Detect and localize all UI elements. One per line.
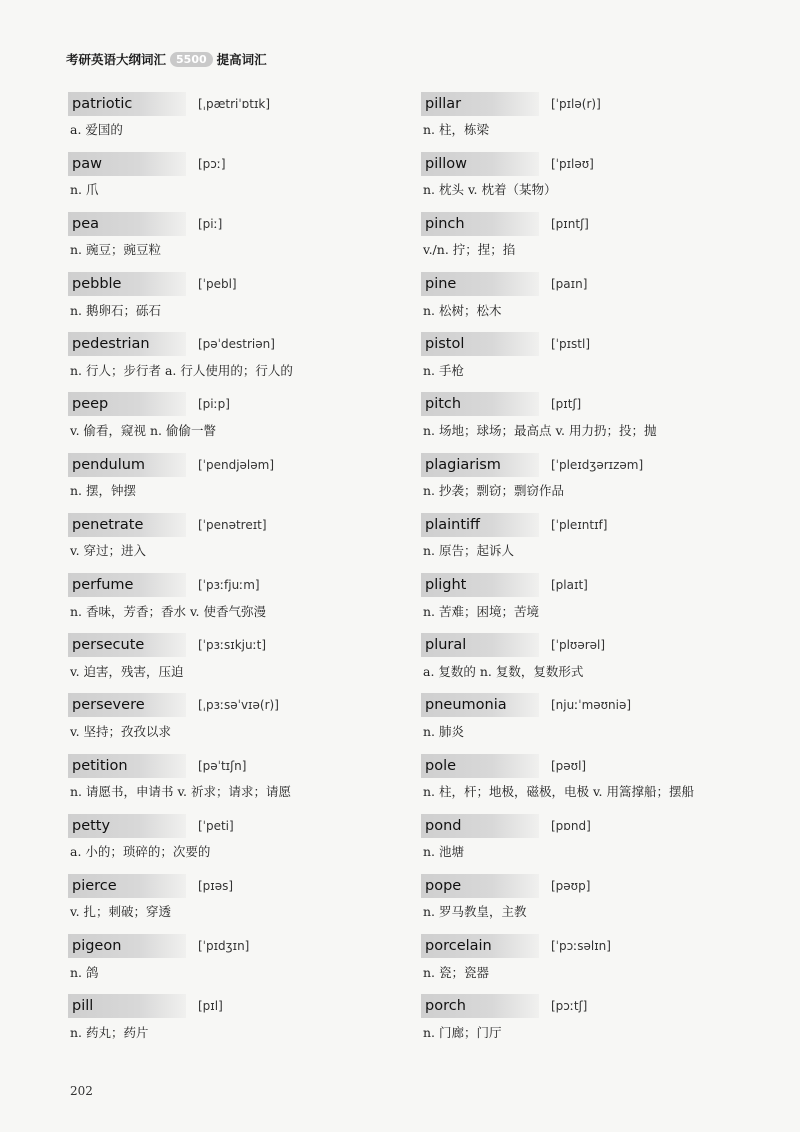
pronunciation: [pəˈtɪʃn] (198, 758, 247, 773)
pronunciation: [pəˈdestriən] (198, 337, 275, 352)
definition: v. 穿过；进入 (70, 543, 147, 559)
vocab-entry (421, 632, 761, 692)
definition: n. 柱，栋梁 (423, 122, 489, 137)
vocab-entry (68, 451, 408, 511)
entry-header (68, 752, 408, 779)
entry-header (421, 752, 761, 779)
headword: persevere (68, 693, 186, 717)
pronunciation: [ˈpɔːsəlɪn] (551, 939, 611, 954)
entry-header (68, 692, 408, 719)
headword: pope (421, 874, 539, 898)
pronunciation: [ˈpenətreɪt] (198, 517, 267, 532)
headword: pierce (68, 874, 186, 898)
entry-header (421, 933, 761, 960)
vocab-entry (421, 511, 761, 571)
definition: n. 摆，钟摆 (70, 483, 136, 499)
pronunciation: [ˈpɜːfjuːm] (198, 578, 260, 592)
left-column (68, 90, 408, 1053)
definition: n. 豌豆；豌豆粒 (70, 242, 161, 258)
pronunciation: [ˌpætriˈɒtɪk] (198, 96, 271, 111)
pronunciation: [ˈpɪstl] (551, 337, 591, 352)
headword: pine (421, 272, 539, 296)
pronunciation: [pɒnd] (551, 818, 591, 833)
entry-header (68, 90, 408, 117)
pronunciation: [ˈpɪləʊ] (551, 156, 594, 171)
definition: v. 坚持；孜孜以求 (70, 723, 172, 739)
entry-header (421, 150, 761, 177)
entry-header (68, 210, 408, 237)
entry-header (421, 632, 761, 659)
vocab-entry (421, 271, 761, 331)
vocab-entry (68, 692, 408, 752)
entry-header (421, 271, 761, 298)
definition: n. 爪 (70, 182, 99, 198)
definition: v. 扎；刺破；穿透 (70, 904, 172, 920)
pronunciation: [pəʊl] (551, 758, 587, 773)
pronunciation: [plaɪt] (551, 578, 588, 592)
vocab-entry (421, 90, 761, 150)
vocab-entry (68, 90, 408, 150)
pronunciation: [ˈpɪdʒɪn] (198, 939, 250, 954)
vocab-entry (421, 331, 761, 391)
headword: plural (421, 633, 539, 657)
entry-header (421, 993, 761, 1020)
pronunciation: [piːp] (198, 397, 230, 412)
entry-header (68, 451, 408, 478)
definition: n. 鸽 (70, 964, 99, 980)
definition: n. 场地；球场；最高点 v. 用力扔；投；抛 (423, 422, 657, 438)
vocab-entry (421, 150, 761, 210)
entry-header (421, 692, 761, 719)
definition: a. 爱国的 (70, 122, 123, 137)
headword: pinch (421, 212, 539, 236)
entry-header (421, 391, 761, 418)
entry-header (68, 632, 408, 659)
definition: v. 迫害，残害，压迫 (70, 663, 184, 679)
pronunciation: [ˈpleɪdʒərɪzəm] (551, 457, 644, 472)
headword: patriotic (68, 92, 186, 116)
definition: n. 池塘 (423, 844, 464, 860)
pronunciation: [pɪl] (198, 999, 223, 1014)
pronunciation: [ˈpendjələm] (198, 457, 275, 472)
header-subtitle: 提高词汇 (216, 52, 267, 67)
pronunciation: [ˈplʊərəl] (551, 638, 606, 653)
pronunciation: [piː] (198, 216, 223, 231)
pronunciation: [ˈpeti] (198, 818, 234, 833)
headword: pistol (421, 332, 539, 356)
entry-header (421, 90, 761, 117)
definition: n. 手枪 (423, 362, 464, 378)
entry-header (68, 572, 408, 599)
entry-header (68, 391, 408, 418)
definition: a. 复数的 n. 复数，复数形式 (423, 663, 584, 679)
vocab-entry (421, 872, 761, 932)
pronunciation: [ˈpleɪntɪf] (551, 517, 608, 532)
headword: pebble (68, 272, 186, 296)
page-header (66, 50, 267, 68)
headword: pillar (421, 92, 539, 116)
entry-header (421, 872, 761, 899)
definition: n. 抄袭；剽窃；剽窃作品 (423, 483, 564, 499)
entry-header (68, 271, 408, 298)
vocab-entry (421, 391, 761, 451)
header-title: 考研英语大纲词汇 (66, 52, 167, 67)
headword: petty (68, 814, 186, 838)
pronunciation: [paɪn] (551, 277, 588, 292)
pronunciation: [pɪntʃ] (551, 216, 589, 231)
entry-header (68, 511, 408, 538)
headword: porch (421, 994, 539, 1018)
definition: n. 苦难；困境；苦境 (423, 603, 539, 619)
definition: n. 瓷；瓷器 (423, 964, 489, 980)
definition: n. 香味，芳香；香水 v. 使香气弥漫 (70, 603, 266, 619)
header-badge: 5500 (170, 52, 213, 67)
definition: n. 请愿书，申请书 v. 祈求；请求；请愿 (70, 784, 291, 800)
vocab-entry (68, 632, 408, 692)
entry-header (68, 933, 408, 960)
headword: pigeon (68, 934, 186, 958)
vocab-entry (68, 210, 408, 270)
pronunciation: [pɔː] (198, 156, 226, 171)
vocab-entry (421, 752, 761, 812)
definition: n. 门廊；门厅 (423, 1024, 502, 1040)
definition: n. 松树；松木 (423, 302, 502, 318)
headword: pneumonia (421, 693, 539, 717)
headword: pillow (421, 152, 539, 176)
right-column (421, 90, 761, 1053)
definition: n. 鹅卵石；砾石 (70, 302, 161, 318)
entry-header (421, 451, 761, 478)
entry-header (68, 812, 408, 839)
pronunciation: [ˌpɜːsəˈvɪə(r)] (198, 698, 279, 713)
entry-header (421, 210, 761, 237)
pronunciation: [pəʊp] (551, 878, 591, 893)
headword: pendulum (68, 453, 186, 477)
headword: plight (421, 573, 539, 597)
vocab-entry (68, 511, 408, 571)
definition: v./n. 拧；捏；掐 (423, 242, 516, 258)
vocab-entry (68, 331, 408, 391)
vocab-entry (421, 933, 761, 993)
page-number: 202 (70, 1084, 93, 1098)
headword: plagiarism (421, 453, 539, 477)
definition: n. 柱，杆；地极，磁极，电极 v. 用篙撑船；摆船 (423, 784, 694, 800)
pronunciation: [pɔːtʃ] (551, 999, 588, 1014)
entry-header (421, 511, 761, 538)
definition: n. 枕头 v. 枕着（某物） (423, 182, 557, 198)
entry-header (68, 872, 408, 899)
vocab-entry (421, 451, 761, 511)
headword: perfume (68, 573, 186, 597)
definition: v. 偷看，窥视 n. 偷偷一瞥 (70, 422, 216, 438)
entry-header (68, 331, 408, 358)
pronunciation: [pɪəs] (198, 878, 234, 893)
vocab-entry (68, 271, 408, 331)
entry-header (421, 331, 761, 358)
headword: pea (68, 212, 186, 236)
vocab-entry (68, 812, 408, 872)
definition: n. 原告；起诉人 (423, 543, 514, 559)
vocab-entry (68, 993, 408, 1053)
vocab-entry (421, 993, 761, 1053)
vocab-entry (68, 933, 408, 993)
vocab-entry (68, 872, 408, 932)
definition: n. 罗马教皇，主教 (423, 904, 527, 920)
pronunciation: [ˈpɜːsɪkjuːt] (198, 638, 267, 653)
entry-header (68, 150, 408, 177)
entry-header (421, 572, 761, 599)
vocab-entry (68, 572, 408, 632)
headword: persecute (68, 633, 186, 657)
vocab-entry (68, 391, 408, 451)
headword: peep (68, 392, 186, 416)
vocab-entry (421, 210, 761, 270)
headword: pedestrian (68, 332, 186, 356)
headword: penetrate (68, 513, 186, 537)
pronunciation: [pɪtʃ] (551, 397, 582, 412)
entry-header (421, 812, 761, 839)
pronunciation: [ˈpɪlə(r)] (551, 96, 601, 111)
vocab-entry (68, 752, 408, 812)
definition: n. 行人；步行者 a. 行人使用的；行人的 (70, 362, 293, 378)
headword: petition (68, 754, 186, 778)
vocab-entry (68, 150, 408, 210)
definition: n. 药丸；药片 (70, 1024, 149, 1040)
headword: pill (68, 994, 186, 1018)
headword: porcelain (421, 934, 539, 958)
headword: plaintiff (421, 513, 539, 537)
headword: pitch (421, 392, 539, 416)
vocab-entry (421, 572, 761, 632)
definition: a. 小的；琐碎的；次要的 (70, 844, 211, 860)
pronunciation: [ˈpebl] (198, 277, 237, 292)
vocab-entry (421, 812, 761, 872)
headword: paw (68, 152, 186, 176)
headword: pole (421, 754, 539, 778)
entry-header (68, 993, 408, 1020)
pronunciation: [njuːˈməʊniə] (551, 698, 632, 713)
definition: n. 肺炎 (423, 723, 464, 739)
vocab-entry (421, 692, 761, 752)
headword: pond (421, 814, 539, 838)
